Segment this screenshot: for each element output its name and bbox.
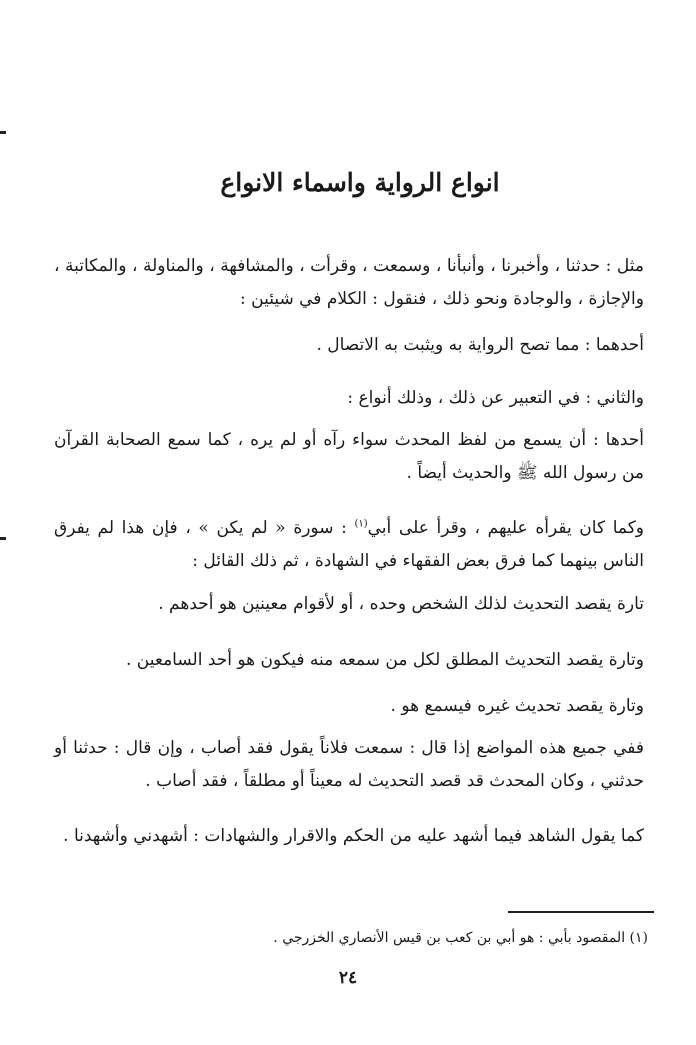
paragraph: مثل : حدثنا ، وأخبرنا ، وأنبأنا ، وسمعت ، وقرأت ، والمشافهة ، والمناولة ، والمكاتبة ، والإجازة ، والوجادة ونحو ذلك ، فنقول : الكلام في شيئين : xyxy=(54,256,644,309)
footnote: (١) المقصود بأبي : هو أبي بن كعب بن قيس الأنصاري الخزرجي . xyxy=(273,930,648,946)
paragraph: والثاني : في التعبير عن ذلك ، وذلك أنواع : xyxy=(347,388,644,408)
paragraph-text: وكما كان يقرأه عليهم ، وقرأ على أبي xyxy=(367,518,645,538)
edge-mark xyxy=(0,537,6,540)
paragraph: كما يقول الشاهد فيما أشهد عليه من الحكم والاقرار والشهادات : أشهدني وأشهدنا . xyxy=(63,826,644,846)
paragraph: ففي جميع هذه المواضع إذا قال : سمعت فلاناً يقول فقد أصاب ، وإن قال : حدثنا أو حدثني ، وكان المحدث قد قصد التحديث له معيناً أو مطلقاً ، فقد أصاب . xyxy=(54,738,644,791)
paragraph: أحدهما : مما تصح الرواية به ويثبت به الاتصال . xyxy=(316,335,644,355)
chapter-title: انواع الرواية واسماء الانواع xyxy=(220,168,500,197)
footnote-divider xyxy=(508,911,654,913)
paragraph xyxy=(54,512,644,578)
paragraph-text: : سورة « لم يكن » ، فإن هذا لم يفرق الناس بينهما كما فرق بعض الفقهاء في الشهادة ، ثم ذلك القائل : xyxy=(54,518,644,571)
paragraph: وتارة يقصد تحديث غيره فيسمع هو . xyxy=(390,696,644,716)
paragraph: تارة يقصد التحديث لذلك الشخص وحده ، أو لأقوام معينين هو أحدهم . xyxy=(158,594,644,614)
page-number: ٢٤ xyxy=(338,968,358,988)
edge-mark xyxy=(0,131,6,134)
paragraph: وتارة يقصد التحديث المطلق لكل من سمعه منه فيكون هو أحد السامعين . xyxy=(126,650,644,670)
paragraph: أحدها : أن يسمع من لفظ المحدث سواء رآه أو لم يره ، كما سمع الصحابة القرآن من رسول الله ﷺ والحديث أيضاً . xyxy=(54,430,644,483)
footnote-marker: (١) xyxy=(354,518,368,530)
